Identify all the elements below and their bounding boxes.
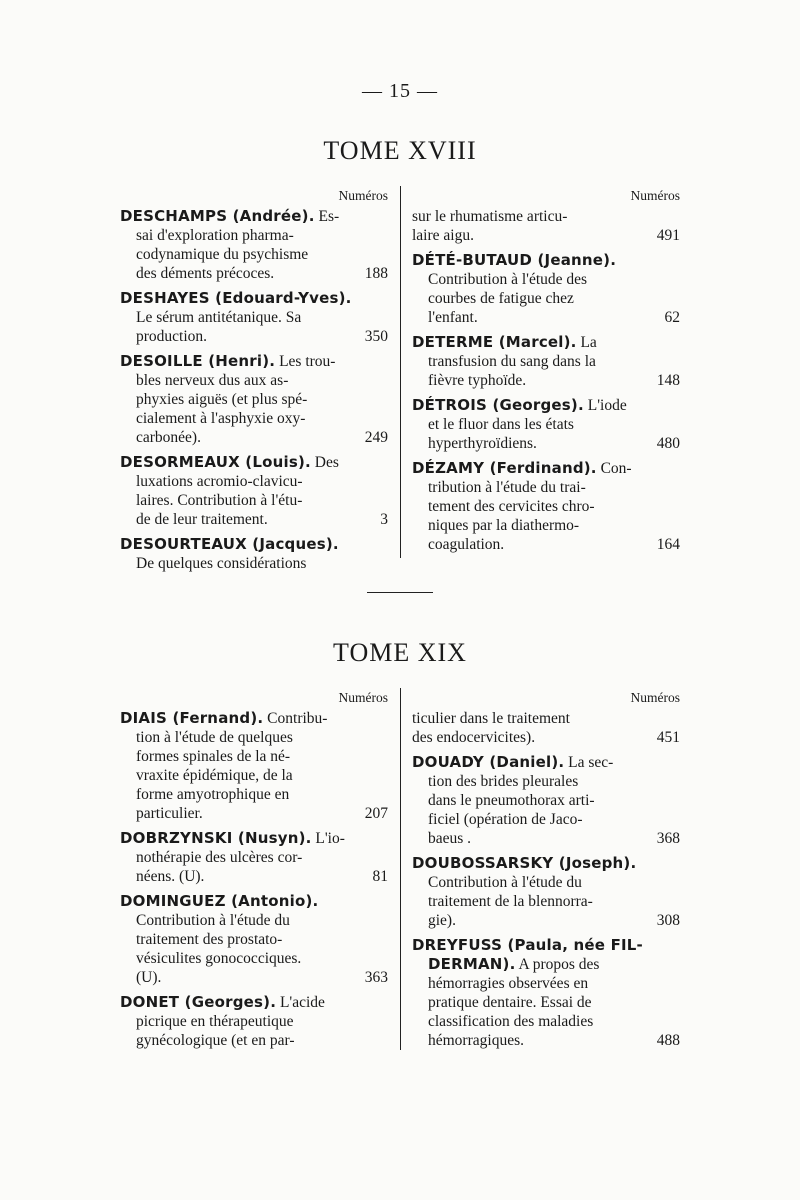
author-name: DERMAN). (428, 955, 516, 973)
entry-line (412, 1031, 680, 1050)
entry-text: ticulier dans le traitement (412, 710, 570, 727)
entry-text: hémorragiques. (428, 1032, 524, 1049)
entry-text: traitement de la blennorra- (428, 893, 593, 910)
entry-text: traitement des prostato- (136, 931, 283, 948)
entry-text: bles nerveux dus aux as- (136, 372, 289, 389)
index-entry (120, 352, 388, 447)
index-entry (120, 535, 388, 573)
entry-number: 81 (372, 868, 388, 885)
entry-text: et le fluor dans les états (428, 416, 574, 433)
entry-line (120, 968, 388, 987)
entry-text: vraxite épidémique, de la (136, 767, 293, 784)
entry-text: de de leur traitement. (136, 511, 268, 528)
right-column (412, 688, 680, 1056)
entry-text: laire aigu. (412, 227, 474, 244)
entry-text: Des (310, 454, 339, 471)
entry-line (412, 829, 680, 848)
entry-line (120, 428, 388, 447)
author-name: DOUADY (Daniel). (412, 753, 565, 771)
section-tome-xviii (0, 136, 800, 166)
author-name: DESOURTEAUX (Jacques). (120, 535, 339, 553)
author-name: DONET (Georges). (120, 993, 277, 1011)
entry-line (120, 554, 388, 573)
entry-line (412, 873, 680, 892)
entry-line (412, 434, 680, 453)
entry-text: carbonée). (136, 429, 201, 446)
entry-number: 164 (656, 536, 680, 553)
entry-line (120, 1031, 388, 1050)
entry-line (120, 930, 388, 949)
entry-line (120, 264, 388, 283)
author-name: DOBRZYNSKI (Nusyn). (120, 829, 312, 847)
entry-text: formes spinales de la né- (136, 748, 291, 765)
entry-text: forme amyotrophique en (136, 786, 290, 803)
entry-text: Les trou- (275, 353, 336, 370)
entry-text: hyperthyroïdiens. (428, 435, 537, 452)
entry-line (412, 753, 680, 772)
entry-line (412, 772, 680, 791)
column-divider (400, 688, 401, 1050)
author-name: DOUBOSSARSKY (Joseph). (412, 854, 637, 872)
entry-text: pratique dentaire. Essai de (428, 994, 592, 1011)
section-title: TOME XIX (333, 638, 467, 667)
entry-text: De quelques considérations (136, 555, 307, 572)
index-entry (412, 251, 680, 327)
entry-line (412, 728, 680, 747)
entry-text: néens. (U). (136, 868, 205, 885)
entry-text: codynamique du psychisme (136, 246, 309, 263)
numeros-header: Numéros (630, 690, 680, 705)
entry-text: fièvre typhoïde. (428, 372, 527, 389)
entry-line (120, 245, 388, 264)
entry-line (120, 453, 388, 472)
entry-line (120, 766, 388, 785)
entry-line (120, 327, 388, 346)
entry-text: tion à l'étude de quelques (136, 729, 293, 746)
entry-line (120, 785, 388, 804)
entry-line (412, 854, 680, 873)
entry-text: A propos des (515, 956, 600, 973)
entry-text: sur le rhumatisme articu- (412, 208, 568, 225)
entry-line (412, 270, 680, 289)
author-name: DÉZAMY (Ferdinand). (412, 459, 597, 477)
entry-text: niques par la diathermo- (428, 517, 580, 534)
author-name: DESORMEAUX (Louis). (120, 453, 311, 471)
index-entry (412, 333, 680, 390)
entry-text: vésiculites gonococciques. (136, 950, 302, 967)
entry-line (120, 949, 388, 968)
index-entry (412, 207, 680, 245)
entry-text: gynécologique (et en par- (136, 1032, 295, 1049)
entry-number: 148 (656, 372, 680, 389)
index-entry (412, 709, 680, 747)
entry-line (120, 207, 388, 226)
entry-line (120, 1012, 388, 1031)
entry-line (120, 848, 388, 867)
entry-number: 308 (656, 912, 680, 929)
entry-text: l'enfant. (428, 309, 478, 326)
index-entry (412, 936, 680, 1050)
entry-line (120, 308, 388, 327)
entry-line (120, 709, 388, 728)
entry-text: phyxies aiguës (et plus spé- (136, 391, 308, 408)
entry-text: La sec- (564, 754, 614, 771)
entry-line (412, 207, 680, 226)
author-name: DREYFUSS (Paula, née FIL- (412, 936, 643, 954)
entry-line (120, 491, 388, 510)
entry-text: production. (136, 328, 208, 345)
author-name: DESHAYES (Edouard-Yves). (120, 289, 352, 307)
author-name: DIAIS (Fernand). (120, 709, 264, 727)
entry-line (120, 993, 388, 1012)
author-name: DETERME (Marcel). (412, 333, 577, 351)
entry-text: Contribution à l'étude du (428, 874, 582, 891)
entry-line (120, 352, 388, 371)
index-entry (412, 396, 680, 453)
entry-text: des endocervicites). (412, 729, 536, 746)
entry-text: laires. Contribution à l'étu- (136, 492, 303, 509)
index-entry (120, 453, 388, 529)
index-entry (120, 829, 388, 886)
entry-line (412, 993, 680, 1012)
left-column (120, 688, 388, 1056)
entry-number: 480 (656, 435, 680, 452)
entry-line (120, 804, 388, 823)
entry-line (412, 333, 680, 352)
entry-number: 451 (656, 729, 680, 746)
entry-line (120, 867, 388, 886)
entry-line (412, 516, 680, 535)
entry-text: Contribution à l'étude des (428, 271, 588, 288)
numeros-header: Numéros (338, 690, 388, 705)
entry-text: L'iode (583, 397, 627, 414)
entry-number: 249 (364, 429, 388, 446)
entry-line (412, 1012, 680, 1031)
entry-line (412, 936, 680, 955)
entry-number: 62 (664, 309, 680, 326)
entry-text: sai d'exploration pharma- (136, 227, 294, 244)
entry-text: baeus . (428, 830, 472, 847)
author-name: DESOILLE (Henri). (120, 352, 276, 370)
entry-line (412, 810, 680, 829)
entry-number: 368 (656, 830, 680, 847)
entry-line (412, 974, 680, 993)
entry-line (120, 390, 388, 409)
entry-text: L'io- (311, 830, 345, 847)
entry-text: transfusion du sang dans la (428, 353, 596, 370)
entry-text: tement des cervicites chro- (428, 498, 595, 515)
entry-text: tribution à l'étude du trai- (428, 479, 586, 496)
section-separator (367, 592, 433, 593)
entry-line (412, 251, 680, 270)
entry-text: des déments précoces. (136, 265, 275, 282)
entry-text: luxations acromio-clavicu- (136, 473, 303, 490)
entry-number: 491 (656, 227, 680, 244)
entry-line (412, 459, 680, 478)
entry-line (120, 747, 388, 766)
entry-text: Con- (596, 460, 632, 477)
numeros-header: Numéros (338, 188, 388, 203)
entry-text: dans le pneumothorax arti- (428, 792, 595, 809)
index-entry (120, 892, 388, 987)
entry-line (412, 371, 680, 390)
author-name: DOMINGUEZ (Antonio). (120, 892, 319, 910)
entry-line (120, 829, 388, 848)
entry-line (412, 396, 680, 415)
entry-number: 3 (380, 511, 388, 528)
page-number: — 15 — (362, 80, 438, 102)
entry-line (120, 226, 388, 245)
entry-text: (U). (136, 969, 162, 986)
entry-number: 188 (364, 265, 388, 282)
entry-text: nothérapie des ulcères cor- (136, 849, 303, 866)
entry-line (412, 497, 680, 516)
entry-line (120, 409, 388, 428)
entry-text: L'acide (276, 994, 325, 1011)
entry-line (120, 289, 388, 308)
entry-number: 488 (656, 1032, 680, 1049)
index-entry (120, 207, 388, 283)
entry-line (412, 352, 680, 371)
entry-line (412, 955, 680, 974)
right-column (412, 186, 680, 560)
section-tome-xix (0, 638, 800, 668)
entry-text: coagulation. (428, 536, 505, 553)
author-name: DÉTROIS (Georges). (412, 396, 584, 414)
entry-number: 363 (364, 969, 388, 986)
entry-line (412, 289, 680, 308)
entry-text: Es- (314, 208, 340, 225)
column-divider (400, 186, 401, 558)
entry-line (120, 535, 388, 554)
entry-line (120, 892, 388, 911)
entry-line (120, 472, 388, 491)
index-entry (412, 753, 680, 848)
entry-text: gie). (428, 912, 456, 929)
index-entry (120, 993, 388, 1050)
entry-text: Contribution à l'étude du (136, 912, 290, 929)
entry-line (120, 728, 388, 747)
entry-line (412, 709, 680, 728)
author-name: DÉTÉ-BUTAUD (Jeanne). (412, 251, 617, 269)
entry-number: 207 (364, 805, 388, 822)
entry-text: Contribu- (263, 710, 328, 727)
entry-text: hémorragies observées en (428, 975, 589, 992)
entry-line (412, 226, 680, 245)
entry-text: picrique en thérapeutique (136, 1013, 294, 1030)
numeros-header: Numéros (630, 188, 680, 203)
entry-line (412, 911, 680, 930)
index-entry (412, 459, 680, 554)
entry-line (120, 911, 388, 930)
index-entry (120, 709, 388, 823)
entry-text: courbes de fatigue chez (428, 290, 574, 307)
entry-line (412, 791, 680, 810)
entry-text: La (576, 334, 597, 351)
entry-line (412, 415, 680, 434)
index-entry (412, 854, 680, 930)
entry-text: classification des maladies (428, 1013, 594, 1030)
author-name: DESCHAMPS (Andrée). (120, 207, 315, 225)
entry-text: particulier. (136, 805, 203, 822)
index-entry (120, 289, 388, 346)
entry-line (412, 478, 680, 497)
entry-text: ficiel (opération de Jaco- (428, 811, 583, 828)
entry-line (412, 892, 680, 911)
left-column (120, 186, 388, 579)
entry-text: tion des brides pleurales (428, 773, 579, 790)
entry-line (120, 371, 388, 390)
entry-text: cialement à l'asphyxie oxy- (136, 410, 306, 427)
entry-text: Le sérum antitétanique. Sa (136, 309, 302, 326)
entry-line (412, 535, 680, 554)
entry-number: 350 (364, 328, 388, 345)
entry-line (412, 308, 680, 327)
section-title: TOME XVIII (323, 136, 477, 165)
entry-line (120, 510, 388, 529)
